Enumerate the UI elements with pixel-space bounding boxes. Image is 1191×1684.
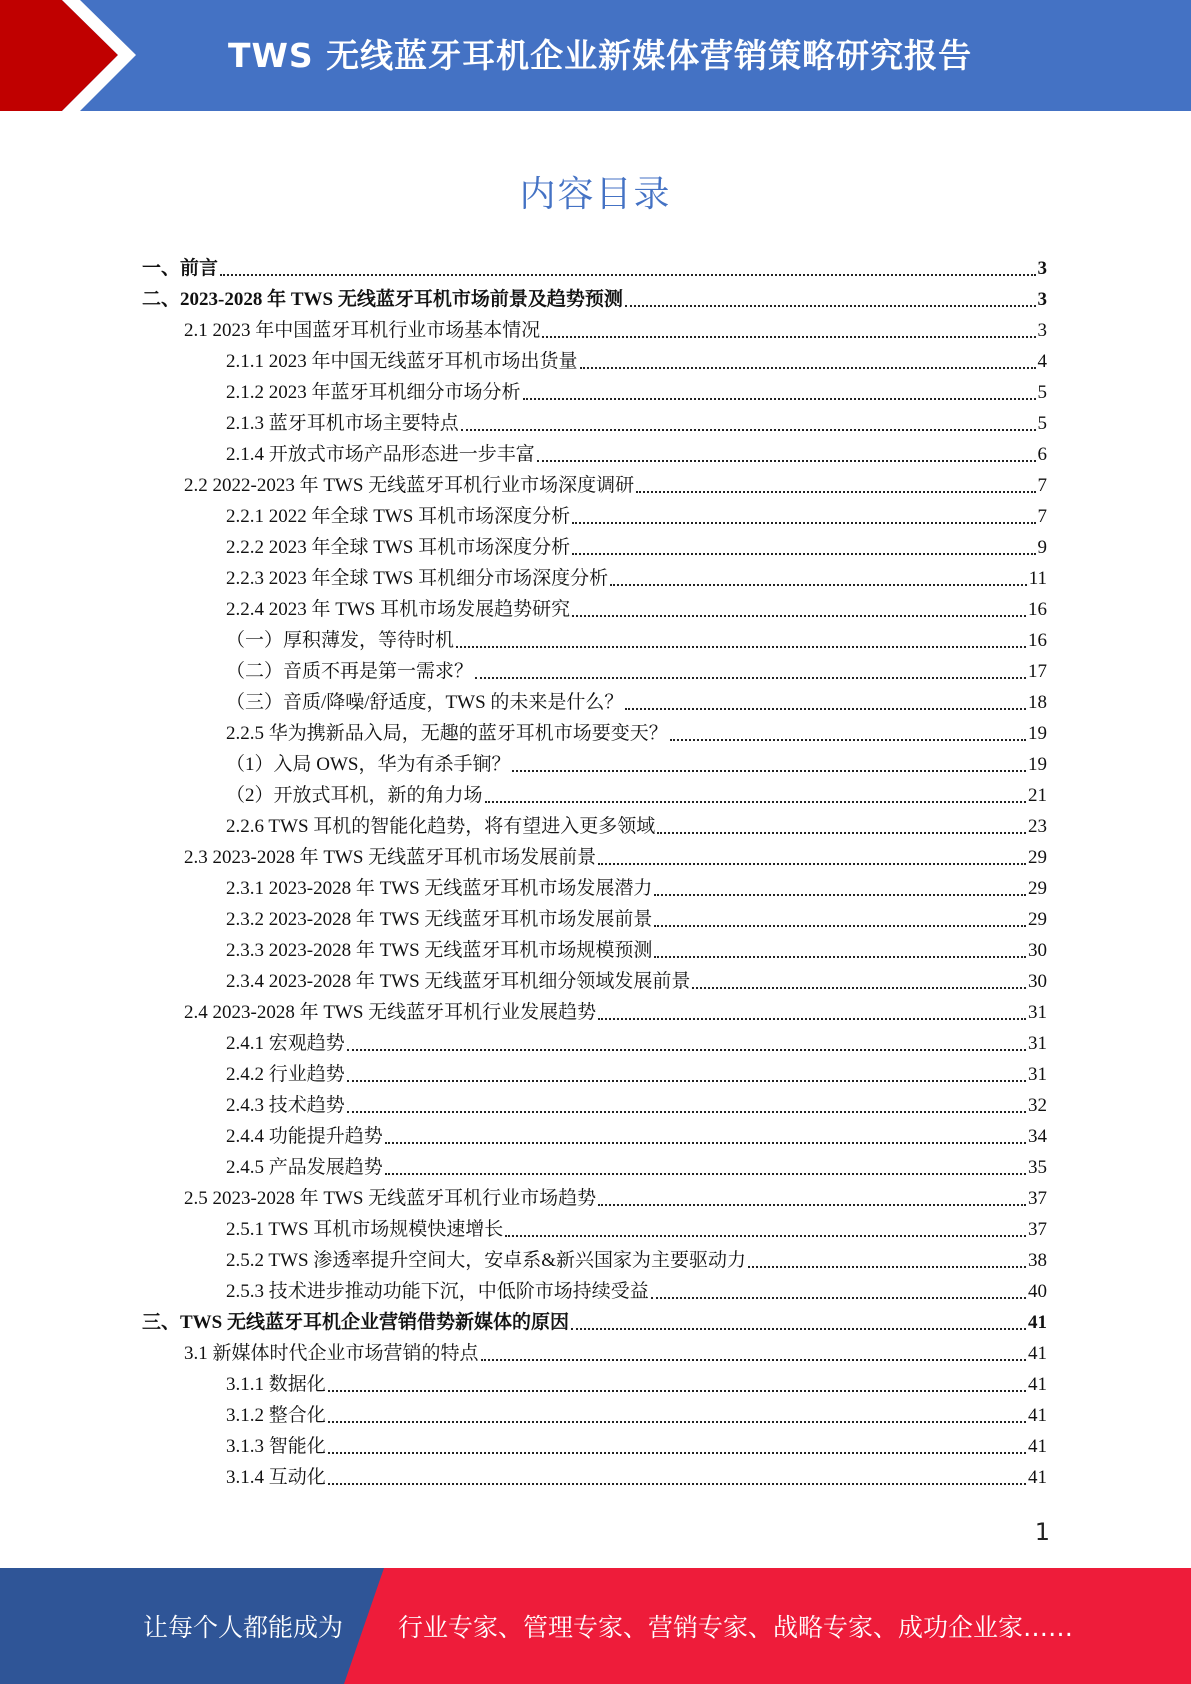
header-chevron-graphic: [0, 0, 160, 111]
toc-entry-title: （三）音质/降噪/舒适度，TWS 的未来是什么？: [226, 692, 624, 713]
toc-entry-title: 2.4.3 技术趋势: [226, 1095, 345, 1116]
toc-entry-title: 2.4.5 产品发展趋势: [226, 1157, 383, 1178]
toc-entry[interactable]: [0, 346, 1047, 377]
page-footer: [0, 1568, 1191, 1684]
toc-entry[interactable]: [0, 532, 1047, 563]
toc-entry[interactable]: [0, 966, 1047, 997]
toc-entry[interactable]: [0, 749, 1047, 780]
dot-leader: [385, 1173, 1026, 1175]
toc-entry-page: 41: [1028, 1436, 1047, 1457]
toc-entry[interactable]: [0, 284, 1047, 315]
toc-entry-title: 2.1.1 2023 年中国无线蓝牙耳机市场出货量: [226, 351, 578, 372]
toc-entry[interactable]: [0, 935, 1047, 966]
toc-entry-page: 3: [1037, 289, 1047, 310]
dot-leader: [692, 987, 1026, 989]
toc-entry[interactable]: [0, 439, 1047, 470]
toc-entry-title: （一）厚积薄发，等待时机: [226, 630, 455, 651]
toc-entry-page: 19: [1028, 754, 1047, 775]
toc-entry-page: 40: [1028, 1281, 1047, 1302]
toc-entry[interactable]: [0, 1121, 1047, 1152]
toc-entry-page: 21: [1028, 785, 1047, 806]
toc-entry[interactable]: [0, 687, 1047, 718]
toc-entry-page: 19: [1028, 723, 1047, 744]
footer-slogan-left: 让每个人都能成为: [143, 1613, 344, 1642]
report-title: TWS 无线蓝牙耳机企业新媒体营销策略研究报告: [228, 36, 973, 75]
toc-entry-page: 3: [1037, 320, 1047, 341]
toc-entry[interactable]: [0, 1214, 1047, 1245]
toc-entry[interactable]: [0, 1183, 1047, 1214]
dot-leader: [654, 894, 1026, 896]
toc-entry-page: 9: [1037, 537, 1047, 558]
toc-entry-page: 38: [1028, 1250, 1047, 1271]
toc-entry[interactable]: [0, 1276, 1047, 1307]
dot-leader: [475, 677, 1026, 679]
toc-entry-page: 5: [1037, 413, 1047, 434]
toc-entry-page: 16: [1028, 599, 1047, 620]
dot-leader: [481, 1359, 1026, 1361]
toc-entry-page: 23: [1028, 816, 1047, 837]
dot-leader: [625, 305, 1036, 307]
dot-leader: [654, 925, 1026, 927]
toc-entry-page: 34: [1028, 1126, 1047, 1147]
toc-entry-title: 3.1.2 整合化: [226, 1405, 326, 1426]
toc-entry-title: 2.5.3 技术进步推动功能下沉，中低阶市场持续受益: [226, 1281, 649, 1302]
toc-entry-page: 29: [1028, 878, 1047, 899]
page-number: 1: [1034, 1518, 1050, 1546]
toc-entry[interactable]: [0, 1400, 1047, 1431]
toc-entry[interactable]: [0, 904, 1047, 935]
toc-entry-page: 3: [1037, 258, 1047, 279]
toc-entry-title: 2.5.1 TWS 耳机市场规模快速增长: [226, 1219, 504, 1240]
toc-entry-page: 11: [1028, 568, 1047, 589]
toc-entry-title: 3.1.3 智能化: [226, 1436, 326, 1457]
toc-entry-page: 18: [1028, 692, 1047, 713]
toc-entry-title: 2.4.2 行业趋势: [226, 1064, 345, 1085]
toc-entry-page: 41: [1028, 1312, 1047, 1333]
toc-entry-title: 一、前言: [142, 258, 219, 279]
toc-entry[interactable]: [0, 1369, 1047, 1400]
toc-entry-title: 2.1.2 2023 年蓝牙耳机细分市场分析: [226, 382, 521, 403]
dot-leader: [572, 553, 1035, 555]
toc-entry-title: 2.2.2 2023 年全球 TWS 耳机市场深度分析: [226, 537, 571, 558]
toc-entry[interactable]: [0, 1462, 1047, 1493]
toc-entry[interactable]: [0, 315, 1047, 346]
toc-entry-page: 30: [1028, 971, 1047, 992]
toc-entry-title: 2.3.4 2023-2028 年 TWS 无线蓝牙耳机细分领域发展前景: [226, 971, 691, 992]
dot-leader: [505, 1235, 1026, 1237]
dot-leader: [670, 739, 1026, 741]
toc-entry-page: 17: [1028, 661, 1047, 682]
toc-entry-page: 37: [1028, 1188, 1047, 1209]
toc-entry-page: 7: [1037, 506, 1047, 527]
toc-entry-page: 31: [1028, 1033, 1047, 1054]
toc-entry-title: （2）开放式耳机，新的角力场: [226, 785, 483, 806]
dot-leader: [347, 1080, 1026, 1082]
toc-entry[interactable]: [0, 408, 1047, 439]
toc-entry-page: 16: [1028, 630, 1047, 651]
dot-leader: [328, 1421, 1026, 1423]
toc-entry-title: 3.1 新媒体时代企业市场营销的特点: [184, 1343, 479, 1364]
dot-leader: [651, 1297, 1026, 1299]
toc-entry-page: 32: [1028, 1095, 1047, 1116]
toc-entry[interactable]: [0, 1431, 1047, 1462]
dot-leader: [598, 863, 1026, 865]
toc-entry-title: 2.3.2 2023-2028 年 TWS 无线蓝牙耳机市场发展前景: [226, 909, 653, 930]
toc-entry-page: 29: [1028, 909, 1047, 930]
toc-entry[interactable]: [0, 997, 1047, 1028]
dot-leader: [572, 615, 1026, 617]
toc-entry-title: 2.1 2023 年中国蓝牙耳机行业市场基本情况: [184, 320, 541, 341]
toc-entry[interactable]: [0, 377, 1047, 408]
toc-entry[interactable]: [0, 1338, 1047, 1369]
toc-entry-page: 41: [1028, 1374, 1047, 1395]
toc-entry[interactable]: [0, 1090, 1047, 1121]
dot-leader: [636, 491, 1035, 493]
toc-entry-title: 2.3.1 2023-2028 年 TWS 无线蓝牙耳机市场发展潜力: [226, 878, 653, 899]
dot-leader: [542, 336, 1035, 338]
dot-leader: [598, 1204, 1026, 1206]
toc-entry[interactable]: [0, 563, 1047, 594]
toc-entry-title: 2.2.3 2023 年全球 TWS 耳机细分市场深度分析: [226, 568, 609, 589]
toc-entry[interactable]: [0, 625, 1047, 656]
toc-entry-page: 4: [1037, 351, 1047, 372]
dot-leader: [657, 832, 1026, 834]
dot-leader: [347, 1049, 1026, 1051]
toc-entry-title: （1）入局 OWS，华为有杀手锏？: [226, 754, 511, 775]
dot-leader: [537, 460, 1036, 462]
toc-entry-page: 41: [1028, 1343, 1047, 1364]
toc-entry-title: 2.1.3 蓝牙耳机市场主要特点: [226, 413, 459, 434]
toc-entry[interactable]: [0, 1245, 1047, 1276]
footer-slogan-right: 行业专家、管理专家、营销专家、战略专家、成功企业家……: [398, 1613, 1074, 1642]
dot-leader: [523, 398, 1036, 400]
dot-leader: [625, 708, 1026, 710]
dot-leader: [328, 1390, 1026, 1392]
toc-entry-title: 2.5 2023-2028 年 TWS 无线蓝牙耳机行业市场趋势: [184, 1188, 597, 1209]
toc-entry[interactable]: [0, 253, 1047, 284]
toc-entry[interactable]: [0, 1028, 1047, 1059]
toc-entry-title: 2.2 2022-2023 年 TWS 无线蓝牙耳机行业市场深度调研: [184, 475, 635, 496]
dot-leader: [385, 1142, 1026, 1144]
dot-leader: [572, 522, 1035, 524]
page-header: [0, 0, 1191, 111]
toc-entry-page: 6: [1037, 444, 1047, 465]
toc-entry-title: 2.3.3 2023-2028 年 TWS 无线蓝牙耳机市场规模预测: [226, 940, 653, 961]
dot-leader: [748, 1266, 1026, 1268]
toc-entry-title: 2.2.1 2022 年全球 TWS 耳机市场深度分析: [226, 506, 571, 527]
toc-entry-page: 29: [1028, 847, 1047, 868]
toc-entry-title: （二）音质不再是第一需求？: [226, 661, 474, 682]
toc-entry-title: 二、2023-2028 年 TWS 无线蓝牙耳机市场前景及趋势预测: [142, 289, 623, 310]
toc-entry-title: 2.4.1 宏观趋势: [226, 1033, 345, 1054]
toc-entry-title: 3.1.4 互动化: [226, 1467, 326, 1488]
toc-entry-page: 37: [1028, 1219, 1047, 1240]
toc-entry-title: 2.2.5 华为携新品入局，无趣的蓝牙耳机市场要变天？: [226, 723, 668, 744]
toc-entry[interactable]: [0, 656, 1047, 687]
dot-leader: [610, 584, 1027, 586]
toc-entry-title: 2.1.4 开放式市场产品形态进一步丰富: [226, 444, 535, 465]
toc-entry[interactable]: [0, 1307, 1047, 1338]
dot-leader: [220, 274, 1035, 276]
toc-entry[interactable]: [0, 718, 1047, 749]
dot-leader: [598, 1018, 1026, 1020]
toc-entry-page: 41: [1028, 1467, 1047, 1488]
toc-entry[interactable]: [0, 1152, 1047, 1183]
toc-entry-page: 7: [1037, 475, 1047, 496]
toc-entry-title: 2.4.4 功能提升趋势: [226, 1126, 383, 1147]
toc-entry-title: 2.2.6 TWS 耳机的智能化趋势，将有望进入更多领域: [226, 816, 656, 837]
toc-entry-page: 35: [1028, 1157, 1047, 1178]
toc-entry[interactable]: [0, 501, 1047, 532]
toc-heading: 内容目录: [519, 174, 672, 215]
toc-entry-title: 2.3 2023-2028 年 TWS 无线蓝牙耳机市场发展前景: [184, 847, 597, 868]
toc-entry[interactable]: [0, 1059, 1047, 1090]
toc-entry-page: 41: [1028, 1405, 1047, 1426]
dot-leader: [461, 429, 1036, 431]
toc-entry[interactable]: [0, 842, 1047, 873]
toc-entry[interactable]: [0, 470, 1047, 501]
toc-entry-title: 3.1.1 数据化: [226, 1374, 326, 1395]
toc-entry-page: 30: [1028, 940, 1047, 961]
toc-entry-page: 31: [1028, 1064, 1047, 1085]
toc-entry[interactable]: [0, 811, 1047, 842]
toc-entry-title: 三、TWS 无线蓝牙耳机企业营销借势新媒体的原因: [142, 1312, 569, 1333]
toc-entry-title: 2.5.2 TWS 渗透率提升空间大，安卓系&新兴国家为主要驱动力: [226, 1250, 747, 1271]
dot-leader: [328, 1483, 1026, 1485]
toc-entry[interactable]: [0, 873, 1047, 904]
dot-leader: [580, 367, 1036, 369]
dot-leader: [456, 646, 1026, 648]
toc-entry-page: 5: [1037, 382, 1047, 403]
toc-entry-title: 2.2.4 2023 年 TWS 耳机市场发展趋势研究: [226, 599, 571, 620]
toc-entry[interactable]: [0, 780, 1047, 811]
table-of-contents: [0, 253, 1191, 1493]
toc-entry-title: 2.4 2023-2028 年 TWS 无线蓝牙耳机行业发展趋势: [184, 1002, 597, 1023]
dot-leader: [485, 801, 1026, 803]
dot-leader: [571, 1328, 1026, 1330]
dot-leader: [347, 1111, 1026, 1113]
dot-leader: [328, 1452, 1026, 1454]
toc-entry-page: 31: [1028, 1002, 1047, 1023]
toc-entry[interactable]: [0, 594, 1047, 625]
dot-leader: [654, 956, 1026, 958]
dot-leader: [512, 770, 1026, 772]
